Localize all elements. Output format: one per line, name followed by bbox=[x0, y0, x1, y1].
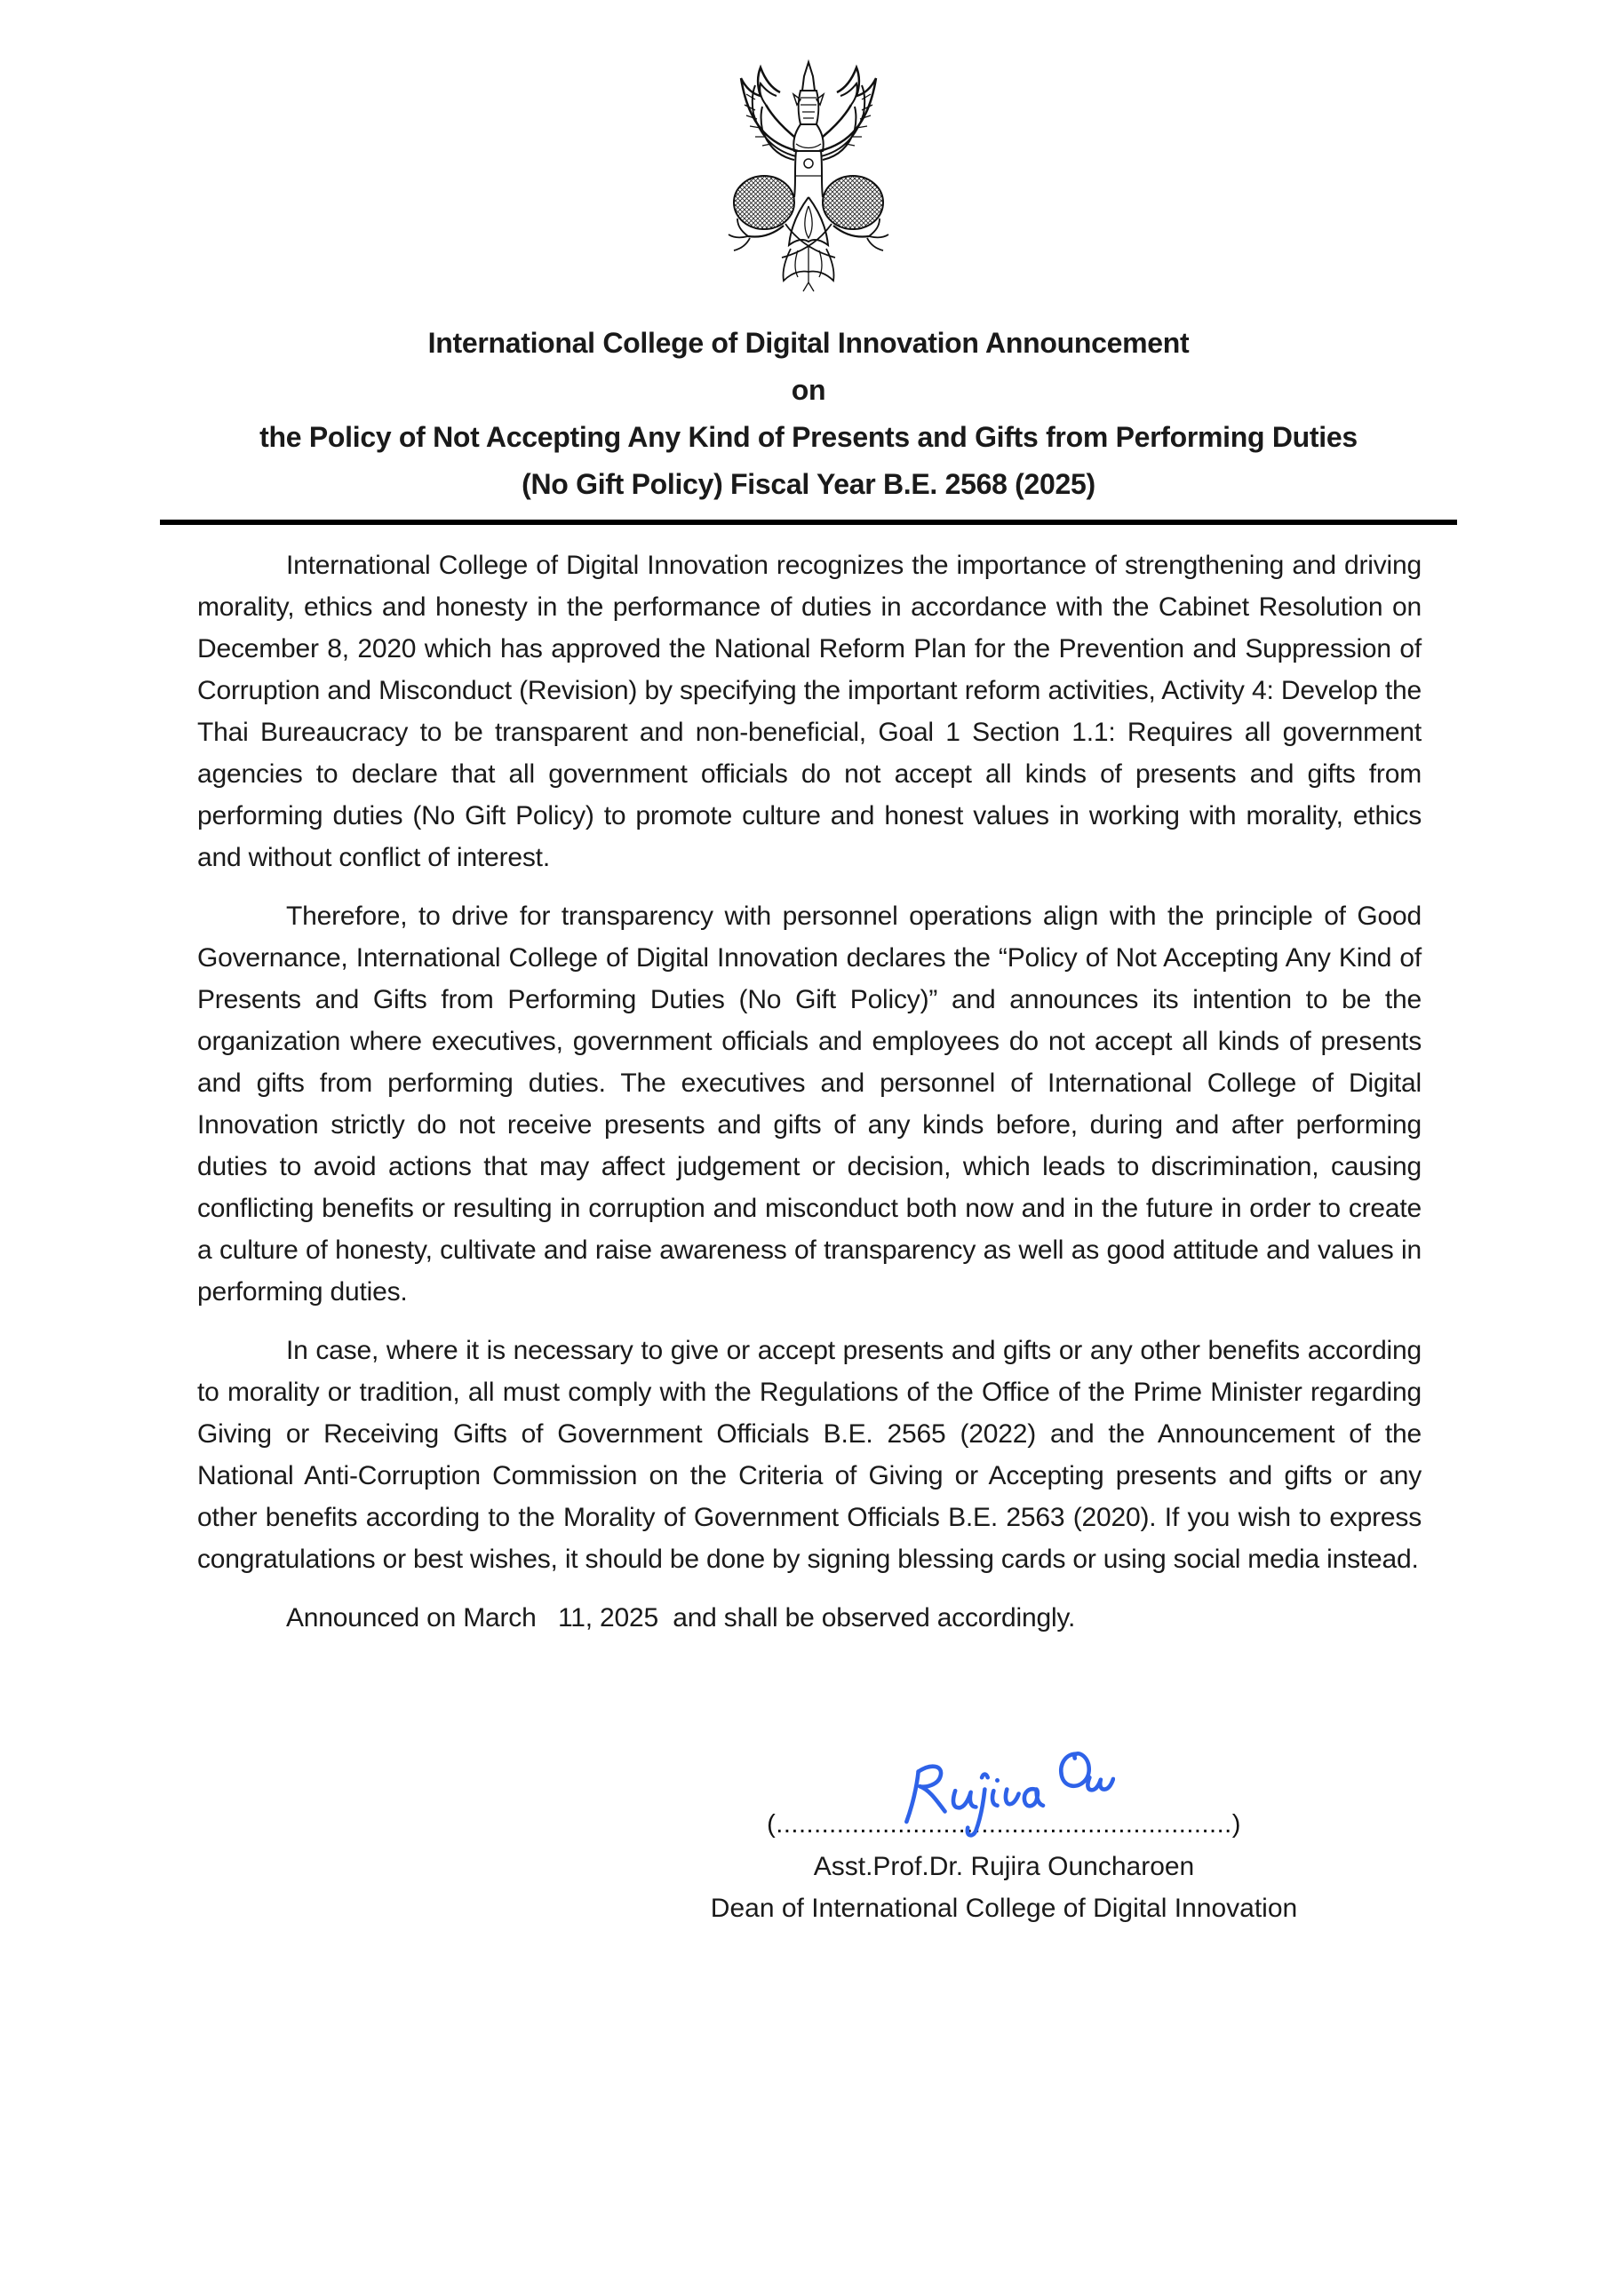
document-title-block bbox=[0, 320, 1617, 508]
title-line-3: the Policy of Not Accepting Any Kind of Presents and Gifts from Performing Duties bbox=[259, 421, 1358, 453]
body-paragraph-2: Therefore, to drive for transparency with personnel operations align with the principle of Good Governance, International College of Digital Innovation declares the “Policy of Not Accepting Any Kind of Presents and Gifts from Performing Duties (No Gift Policy)” and announces its intention to be the organization where executives, government officials and employees do not accept all kinds of presents and gifts from performing duties. The executives and personnel of International College of Digital Innovation strictly do not receive presents and gifts of any kinds before, during and after performing duties to avoid actions that may affect judgement or decision, which leads to discrimination, causing conflicting benefits or resulting in corruption and misconduct both now and in the future in order to create a culture of honesty, cultivate and raise awareness of transparency as well as good attitude and values in performing duties. bbox=[197, 902, 1422, 1307]
document-body bbox=[0, 525, 1617, 1639]
handwritten-signature bbox=[893, 1744, 1115, 1839]
body-paragraph-1: International College of Digital Innovation recognizes the importance of strengthening and driving morality, ethics and honesty in the performance of duties in accordance with the Cabinet Resolution on December 8, 2020 which has approved the National Reform Plan for the Prevention and Suppression of Corruption and Misconduct (Revision) by specifying the important reform activities, Activity 4: Develop the Thai Bureaucracy to be transparent and non-beneficial, Goal 1 Section 1.1: Requires all government agencies to declare that all government officials do not accept all kinds of presents and gifts from performing duties (No Gift Policy) to promote culture and honest values in working with morality, ethics and without conflict of interest. bbox=[197, 551, 1422, 872]
title-line-4: (No Gift Policy) Fiscal Year B.E. 2568 (2025) bbox=[522, 468, 1095, 500]
title-line-1: International College of Digital Innovation Announcement bbox=[427, 327, 1190, 359]
body-paragraph-3: In case, where it is necessary to give or accept presents and gifts or any other benefits according to morality or tradition, all must comply with the Regulations of the Office of the Prime Minister regarding Giving or Receiving Gifts of Government Officials B.E. 2565 (2022) and the Announcement of the National Anti-Corruption Commission on the Criteria of Giving or Accepting presents and gifts or any other benefits according to the Morality of Government Officials B.E. 2563 (2020). If you wish to express congratulations or best wishes, it should be done by signing blessing cards or using social media instead. bbox=[197, 1336, 1422, 1574]
announcement-date-line: Announced on March 11, 2025 and shall be observed accordingly. bbox=[286, 1603, 1076, 1633]
signer-title: Dean of International College of Digital Innovation bbox=[710, 1894, 1298, 1923]
garuda-emblem-icon bbox=[709, 59, 908, 297]
signer-name: Asst.Prof.Dr. Rujira Ouncharoen bbox=[813, 1852, 1195, 1881]
signature-block bbox=[666, 1744, 1342, 1929]
signature-dotted-line: (............................................................) bbox=[767, 1810, 1241, 1839]
signature-i-dot bbox=[995, 1778, 1000, 1783]
signature-strokes bbox=[906, 1753, 1113, 1835]
title-line-2: on bbox=[791, 374, 826, 406]
